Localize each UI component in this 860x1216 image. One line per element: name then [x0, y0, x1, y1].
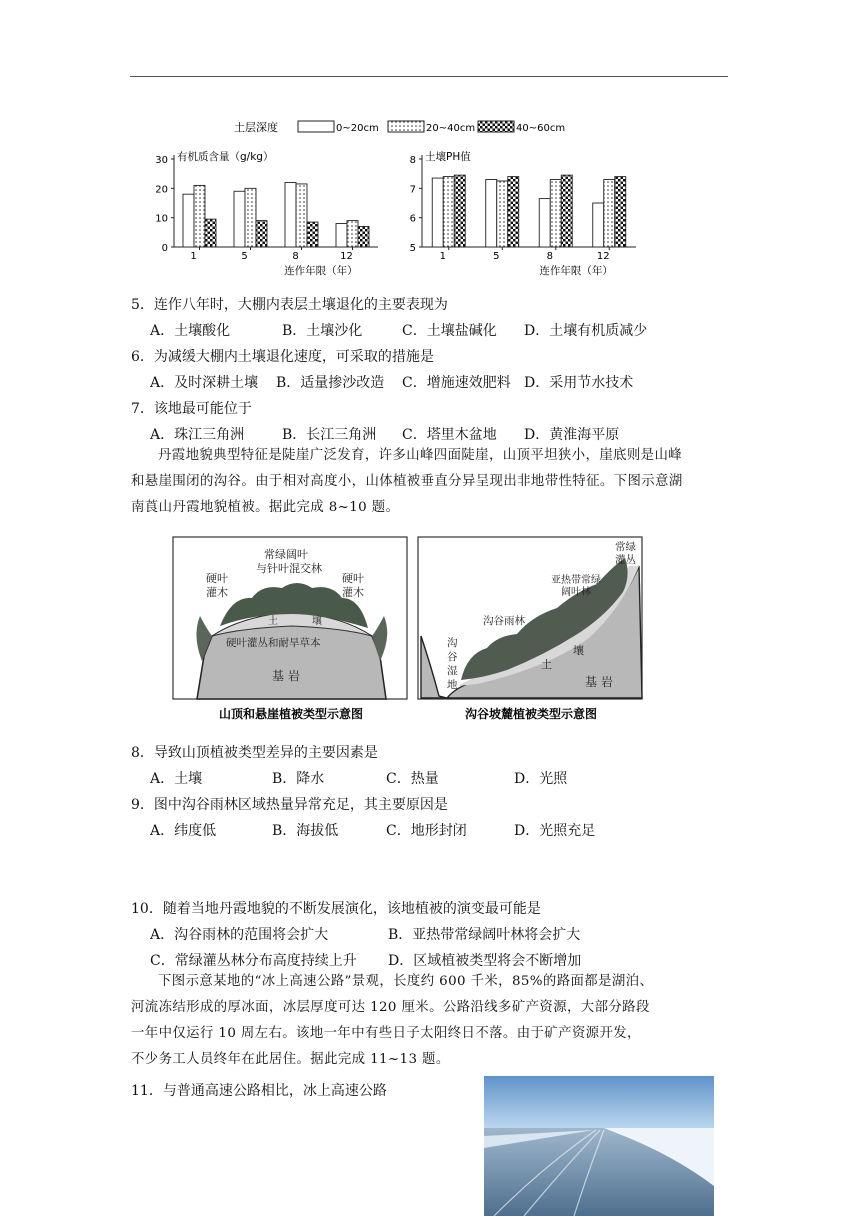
label-left-shrub-2: 灌木	[206, 586, 228, 599]
label-mixed-forest: 与针叶混交林	[256, 562, 322, 575]
bar	[347, 221, 358, 247]
label-soil-r2: 壤	[573, 644, 584, 657]
question-6-stem: 6．为减缓大棚内土壤退化速度，可采取的措施是	[131, 349, 434, 365]
label-evergreen: 常绿阔叶	[264, 548, 308, 561]
q10-option-a[interactable]: A．沟谷雨林的范围将会扩大	[150, 927, 329, 943]
q5-option-d[interactable]: D．土壤有机质减少	[524, 323, 648, 339]
q7-option-a[interactable]: A．珠江三角洲	[150, 427, 245, 443]
q9-option-d[interactable]: D．光照充足	[514, 823, 596, 839]
q10-option-d[interactable]: D．区域植被类型将会不断增加	[388, 953, 582, 969]
soil-ph-chart	[398, 144, 648, 278]
passage-danxia	[131, 443, 731, 521]
x-tick-label: 8	[292, 251, 299, 262]
y-tick-label: 7	[409, 184, 416, 196]
label-wetland-4: 地	[447, 679, 458, 691]
bar	[285, 182, 296, 247]
question-8-stem: 8．导致山顶植被类型差异的主要因素是	[131, 745, 378, 761]
passage-ice-line-4: 不少务工人员终年在此居住。据此完成 11~13 题。	[131, 1052, 450, 1067]
x-tick-label: 1	[190, 251, 197, 262]
x-axis-title: 连作年限（年）	[539, 265, 613, 277]
bar	[358, 226, 369, 247]
y-tick-label: 20	[155, 184, 168, 196]
y-tick-label: 0	[161, 243, 168, 254]
label-bedrock: 基 岩	[272, 669, 300, 683]
q5-option-c[interactable]: C．土壤盐碱化	[402, 323, 497, 339]
label-right-shrub-1: 硬叶	[342, 572, 364, 585]
diagram-left-caption: 山顶和悬崖植被类型示意图	[218, 707, 364, 721]
passage-danxia-line-1: 丹霞地貌典型特征是陡崖广泛发育，许多山峰四面陡崖，山顶平坦狭小，崖底则是山峰	[158, 448, 683, 463]
label-subtropical-1: 亚热带常绿	[551, 575, 601, 586]
organic-matter-chart	[150, 144, 390, 278]
bar	[183, 194, 194, 247]
q9-option-c[interactable]: C．地形封闭	[386, 823, 467, 839]
passage-ice-line-2: 河流冻结形成的厚冰面，冰层厚度可达 120 厘米。公路沿线多矿产资源，大部分路段	[131, 1000, 650, 1015]
q8-option-c[interactable]: C．热量	[386, 771, 439, 787]
ice-road-photo	[484, 1076, 714, 1216]
bar	[486, 180, 497, 247]
y-axis-title: 有机质含量（g/kg）	[177, 151, 274, 163]
q5-option-a[interactable]: A．土壤酸化	[150, 323, 231, 339]
q9-option-a[interactable]: A．纬度低	[150, 823, 217, 839]
bar	[256, 221, 267, 247]
y-tick-label: 5	[409, 243, 416, 254]
bar	[307, 222, 318, 247]
x-tick-label: 8	[546, 251, 553, 262]
q8-option-b[interactable]: B．降水	[272, 771, 325, 787]
x-tick-label: 1	[439, 251, 446, 262]
label-wetland-1: 沟	[447, 637, 458, 649]
summit-cliff-vegetation-diagram	[172, 536, 410, 726]
bar	[234, 191, 245, 247]
label-soil-2: 壤	[312, 616, 322, 627]
x-tick-label: 12	[596, 251, 610, 262]
q7-option-b[interactable]: B．长江三角洲	[282, 427, 377, 443]
x-tick-label: 12	[340, 251, 353, 262]
bar	[539, 199, 550, 247]
bar	[561, 175, 572, 247]
q6-option-a[interactable]: A．及时深耕土壤	[150, 375, 259, 391]
y-tick-label: 30	[155, 155, 168, 166]
q6-option-c[interactable]: C．增施速效肥料	[402, 375, 511, 391]
passage-ice-road	[131, 969, 731, 1073]
question-5-stem: 5．连作八年时，大棚内表层土壤退化的主要表现为	[131, 297, 448, 313]
y-tick-label: 8	[409, 155, 416, 166]
question-7-stem: 7．该地最可能位于	[131, 401, 252, 417]
label-soil-r1: 土	[541, 658, 552, 671]
legend-title: 土层深度	[234, 121, 278, 134]
q8-option-a[interactable]: A．土壤	[150, 771, 203, 787]
bar	[432, 178, 443, 247]
y-tick-label: 6	[409, 213, 416, 225]
label-left-shrub-1: 硬叶	[206, 572, 228, 585]
question-9-stem: 9．图中沟谷雨林区域热量异常充足，其主要原因是	[131, 797, 448, 813]
legend-label-2: 40~60cm	[516, 123, 566, 134]
label-shrub-herb: 硬叶灌丛和耐旱草本	[226, 637, 321, 649]
question-11-stem: 11．与普通高速公路相比，冰上高速公路	[131, 1083, 387, 1099]
label-right-shrub-2: 灌木	[342, 586, 364, 599]
q9-option-b[interactable]: B．海拔低	[272, 823, 339, 839]
q10-option-b[interactable]: B．亚热带常绿阔叶林将会扩大	[388, 927, 581, 943]
bar	[194, 185, 205, 247]
legend-swatch-1	[388, 121, 424, 132]
header-rule	[130, 76, 728, 77]
label-valley-rainforest: 沟谷雨林	[483, 615, 525, 627]
bar	[497, 181, 508, 247]
q6-option-d[interactable]: D．采用节水技术	[524, 375, 634, 391]
valley-slope-vegetation-diagram	[417, 536, 645, 726]
bar	[550, 180, 561, 247]
bar	[336, 224, 347, 247]
passage-danxia-line-2: 和悬崖围闭的沟谷。由于相对高度小，山体植被垂直分异呈现出非地带性特征。下图示意湖	[131, 474, 683, 489]
bar	[205, 219, 216, 247]
q6-option-b[interactable]: B．适量掺沙改造	[276, 375, 385, 391]
bar	[296, 184, 307, 247]
question-10-stem: 10．随着当地丹霞地貌的不断发展演化，该地植被的演变最可能是	[131, 901, 541, 917]
q5-option-b[interactable]: B．土壤沙化	[282, 323, 363, 339]
bar	[454, 175, 465, 247]
photo-sky	[484, 1076, 714, 1128]
label-evergreen-shrub-1: 常绿	[615, 541, 636, 553]
chart-legend	[230, 116, 570, 138]
label-bedrock-r: 基 岩	[585, 675, 613, 689]
passage-danxia-line-3: 南莨山丹霞地貌植被。据此完成 8~10 题。	[131, 500, 400, 515]
y-axis-title: 土壤PH值	[425, 151, 471, 163]
bar	[443, 177, 454, 247]
legend-label-1: 20~40cm	[426, 123, 476, 134]
passage-ice-line-3: 一年中仅运行 10 周左右。该地一年中有些日子太阳终日不落。由于矿产资源开发，	[131, 1026, 641, 1041]
bar	[604, 180, 615, 247]
bar	[615, 177, 626, 247]
bar	[508, 177, 519, 247]
x-axis-title: 连作年限（年）	[284, 265, 358, 277]
y-tick-label: 10	[155, 213, 168, 225]
label-subtropical-2: 阔叶林	[561, 587, 591, 598]
q7-option-c[interactable]: C．塔里木盆地	[402, 427, 497, 443]
label-wetland-2: 谷	[447, 651, 458, 663]
x-tick-label: 5	[241, 251, 248, 262]
q8-option-d[interactable]: D．光照	[514, 771, 568, 787]
q10-option-c[interactable]: C．常绿灌丛林分布高度持续上升	[150, 953, 357, 969]
legend-label-0: 0~20cm	[336, 123, 379, 134]
legend-swatch-0	[298, 121, 334, 132]
legend-swatch-2	[478, 121, 514, 132]
x-tick-label: 5	[493, 251, 500, 262]
q7-option-d[interactable]: D．黄淮海平原	[524, 427, 620, 443]
label-wetland-3: 湿	[447, 665, 458, 677]
diagram-right-caption: 沟谷坡麓植被类型示意图	[464, 707, 598, 721]
label-evergreen-shrub-2: 灌丛	[615, 554, 636, 566]
bar	[245, 188, 256, 247]
label-soil-1: 土	[268, 616, 278, 627]
passage-ice-line-1: 下图示意某地的“冰上高速公路”景观，长度约 600 千米，85%的路面都是湖泊、	[158, 974, 654, 989]
bar	[593, 203, 604, 247]
